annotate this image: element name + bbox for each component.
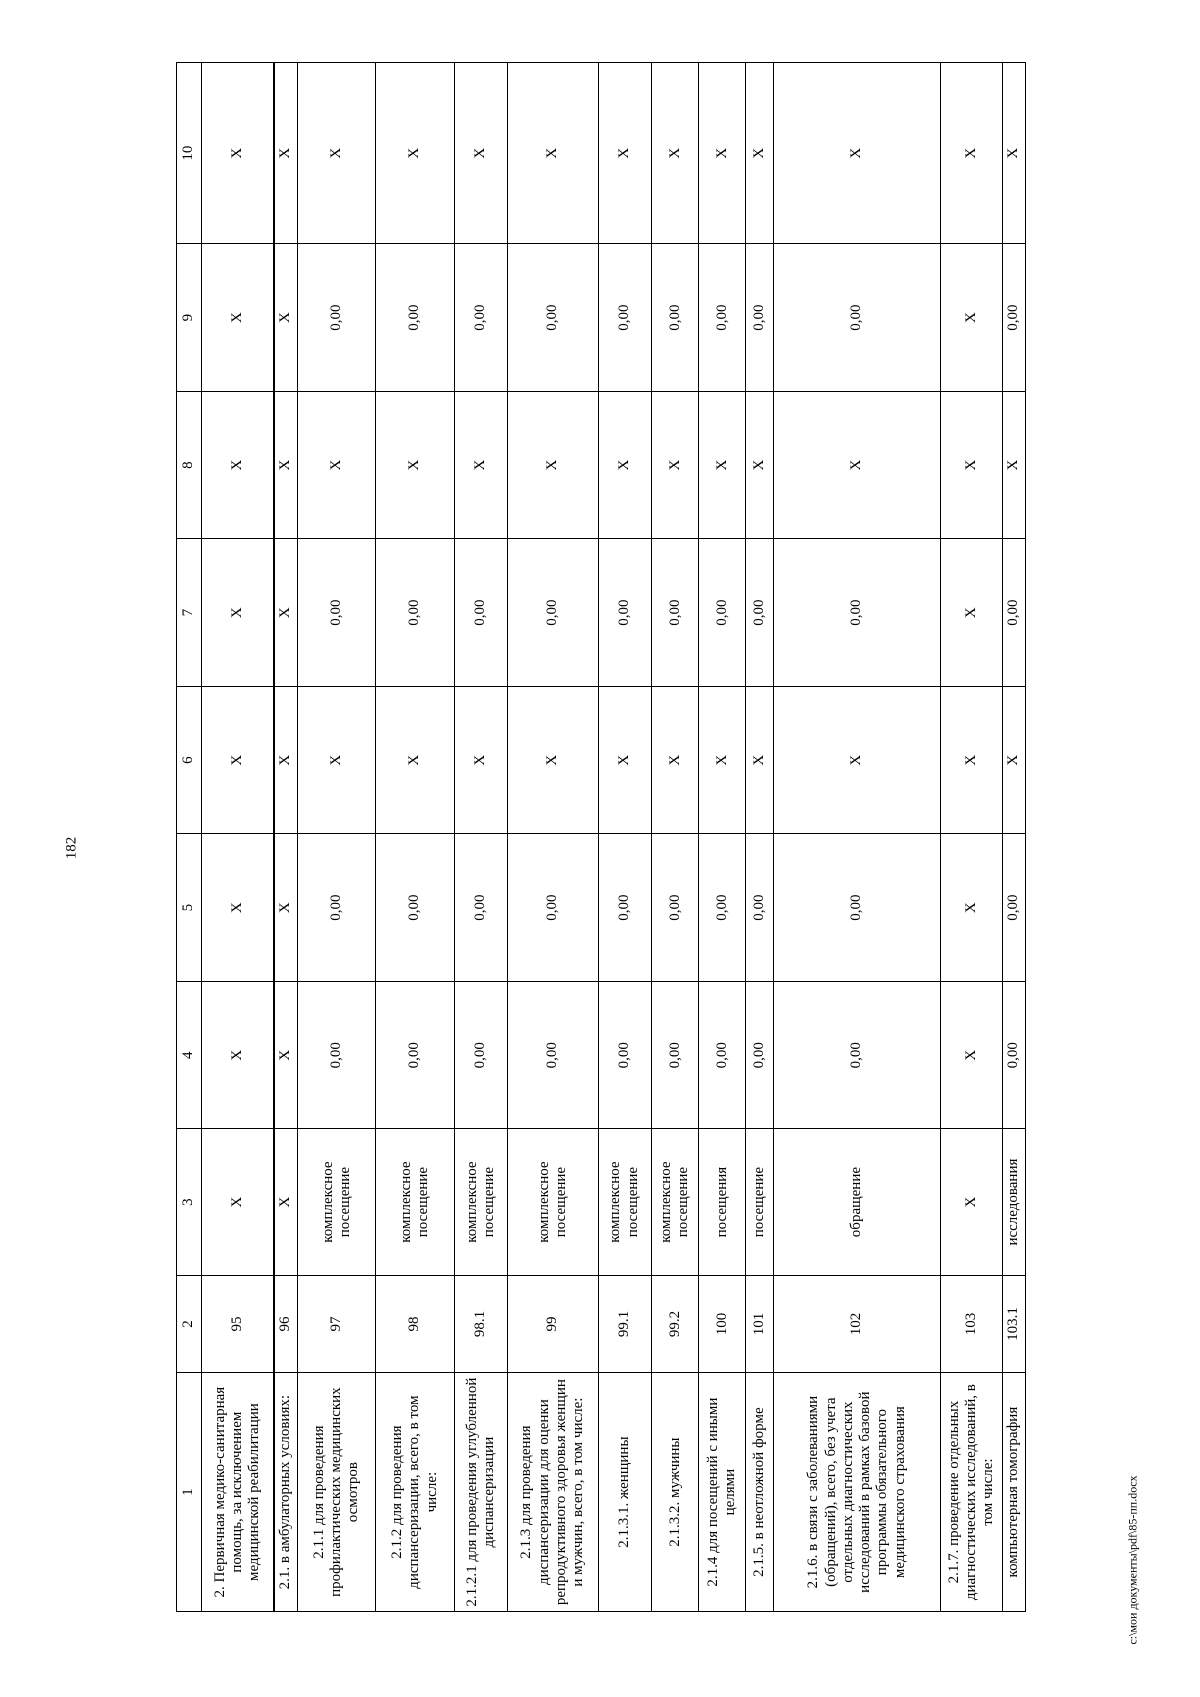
table-cell: 0,00: [774, 981, 941, 1129]
table-cell: X: [298, 63, 376, 244]
table-cell: 0,00: [454, 539, 507, 687]
table-cell: X: [940, 981, 1002, 1129]
table-cell: 95: [201, 1275, 274, 1373]
table-cell: 103: [940, 1275, 1002, 1373]
row-label-cell: 2.1.2.1 для проведения углубленной диспансеризации: [454, 1373, 507, 1612]
table-cell: X: [274, 539, 298, 687]
table-cell: X: [651, 391, 699, 539]
table-cell: X: [774, 391, 941, 539]
row-label-cell: 2.1.1 для проведения профилактических медицинских осмотров: [298, 1373, 376, 1612]
table-cell: 0,00: [745, 244, 773, 392]
table-row: [1002, 63, 1025, 1612]
table-cell: 0,00: [699, 539, 745, 687]
table-cell: 0,00: [454, 834, 507, 982]
table-row: [298, 63, 376, 1612]
table-body: [177, 63, 1026, 1612]
table-cell: X: [774, 686, 941, 834]
column-header: 8: [177, 391, 202, 539]
row-label-cell: 2.1.2 для проведения диспансеризации, всего, в том числе:: [376, 1373, 454, 1612]
column-header: 5: [177, 834, 202, 982]
table-cell: 0,00: [298, 244, 376, 392]
table-row: [507, 63, 598, 1612]
table-cell: 0,00: [454, 981, 507, 1129]
table-cell: X: [598, 391, 651, 539]
table-cell: X: [454, 686, 507, 834]
column-header: 2: [177, 1275, 202, 1373]
table-cell: 0,00: [699, 834, 745, 982]
table-cell: комплексное посещение: [507, 1129, 598, 1275]
table-row: [651, 63, 699, 1612]
table-cell: X: [1002, 391, 1025, 539]
table-cell: X: [699, 63, 745, 244]
table-cell: X: [454, 63, 507, 244]
table-row: [274, 63, 298, 1612]
table-cell: X: [940, 834, 1002, 982]
table-row: [598, 63, 651, 1612]
table-cell: 97: [298, 1275, 376, 1373]
table-row: [774, 63, 941, 1612]
table-cell: X: [745, 686, 773, 834]
table-cell: 103.1: [1002, 1275, 1025, 1373]
table-cell: X: [699, 391, 745, 539]
table-rotated-container: [176, 62, 1026, 1612]
row-label-cell: 2. Первичная медико-санитарная помощь, за исключением медицинской реабилитации: [201, 1373, 274, 1612]
table-cell: X: [940, 244, 1002, 392]
table-cell: X: [774, 63, 941, 244]
table-cell: X: [651, 686, 699, 834]
column-header: 6: [177, 686, 202, 834]
table-cell: 0,00: [774, 834, 941, 982]
column-header: 3: [177, 1129, 202, 1275]
column-header: 7: [177, 539, 202, 687]
table-cell: 0,00: [598, 244, 651, 392]
row-label-cell: компьютерная томография: [1002, 1373, 1025, 1612]
table-cell: X: [298, 391, 376, 539]
row-label-cell: 2.1.7. проведение отдельных диагностических исследований, в том числе:: [940, 1373, 1002, 1612]
footer-file-path: c:\мои документы\pdf\85-пп.docx: [1125, 1475, 1140, 1645]
table-cell: обращение: [774, 1129, 941, 1275]
table-cell: 0,00: [507, 834, 598, 982]
table-cell: 0,00: [298, 834, 376, 982]
table-cell: 0,00: [598, 539, 651, 687]
row-label-cell: 2.1.6. в связи с заболеваниями (обращений), всего, без учета отдельных диагностических исследований в рамках базовой программы обязательного медицинского страхования: [774, 1373, 941, 1612]
table-cell: X: [201, 834, 274, 982]
row-label-cell: 2.1.5. в неотложной форме: [745, 1373, 773, 1612]
table-cell: 0,00: [598, 834, 651, 982]
table-cell: X: [940, 686, 1002, 834]
table-cell: 0,00: [1002, 539, 1025, 687]
table-cell: 101: [745, 1275, 773, 1373]
table-cell: 0,00: [774, 539, 941, 687]
table-cell: X: [940, 391, 1002, 539]
table-cell: 0,00: [507, 244, 598, 392]
page-number: 182: [63, 836, 80, 860]
table-cell: X: [1002, 63, 1025, 244]
table-row: [940, 63, 1002, 1612]
table-cell: 99: [507, 1275, 598, 1373]
column-header: 10: [177, 63, 202, 244]
table-cell: 0,00: [774, 244, 941, 392]
table-cell: X: [274, 63, 298, 244]
table-cell: комплексное посещение: [454, 1129, 507, 1275]
table-cell: 98.1: [454, 1275, 507, 1373]
row-label-cell: 2.1.4 для посещений с иными целями: [699, 1373, 745, 1612]
table-row: [376, 63, 454, 1612]
table-cell: X: [699, 686, 745, 834]
table-cell: 0,00: [376, 244, 454, 392]
table-cell: 0,00: [1002, 981, 1025, 1129]
table-cell: X: [598, 63, 651, 244]
data-table: [176, 62, 1026, 1612]
table-cell: X: [507, 63, 598, 244]
table-cell: X: [274, 391, 298, 539]
table-cell: 0,00: [598, 981, 651, 1129]
table-cell: X: [940, 539, 1002, 687]
table-cell: 0,00: [454, 244, 507, 392]
table-cell: X: [201, 391, 274, 539]
table-cell: посещение: [745, 1129, 773, 1275]
table-cell: X: [201, 63, 274, 244]
table-cell: X: [201, 1129, 274, 1275]
row-label-cell: 2.1.3 для проведения диспансеризации для оценки репродуктивного здоровья женщин и мужчин, всего, в том числе:: [507, 1373, 598, 1612]
table-cell: X: [507, 391, 598, 539]
row-label-cell: 2.1.3.2. мужчины: [651, 1373, 699, 1612]
row-label-cell: 2.1. в амбулаторных условиях:: [274, 1373, 298, 1612]
table-cell: X: [940, 1129, 1002, 1275]
table-cell: X: [507, 686, 598, 834]
column-header: 9: [177, 244, 202, 392]
table-cell: X: [940, 63, 1002, 244]
table-cell: комплексное посещение: [376, 1129, 454, 1275]
table-cell: комплексное посещение: [298, 1129, 376, 1275]
table-cell: 0,00: [376, 981, 454, 1129]
table-cell: X: [274, 244, 298, 392]
table-cell: 0,00: [745, 981, 773, 1129]
table-cell: комплексное посещение: [598, 1129, 651, 1275]
table-cell: 0,00: [699, 981, 745, 1129]
table-row: [699, 63, 745, 1612]
table-cell: X: [274, 686, 298, 834]
table-row: [745, 63, 773, 1612]
table-row: [454, 63, 507, 1612]
table-cell: 100: [699, 1275, 745, 1373]
table-cell: X: [454, 391, 507, 539]
table-header-row: [177, 63, 202, 1612]
table-cell: 0,00: [699, 244, 745, 392]
table-cell: 102: [774, 1275, 941, 1373]
table-cell: 0,00: [1002, 244, 1025, 392]
column-header: 4: [177, 981, 202, 1129]
table-cell: X: [651, 63, 699, 244]
table-cell: 0,00: [651, 981, 699, 1129]
table-cell: X: [745, 391, 773, 539]
table-cell: X: [745, 63, 773, 244]
table-cell: 0,00: [745, 539, 773, 687]
table-cell: 0,00: [507, 539, 598, 687]
table-cell: 0,00: [376, 539, 454, 687]
table-cell: 0,00: [745, 834, 773, 982]
table-cell: 0,00: [651, 539, 699, 687]
table-cell: 0,00: [298, 539, 376, 687]
table-cell: X: [201, 686, 274, 834]
table-cell: 99.2: [651, 1275, 699, 1373]
table-cell: X: [1002, 686, 1025, 834]
table-cell: X: [298, 686, 376, 834]
table-cell: 0,00: [651, 834, 699, 982]
table-cell: исследования: [1002, 1129, 1025, 1275]
table-cell: X: [376, 63, 454, 244]
table-cell: 0,00: [507, 981, 598, 1129]
table-cell: X: [274, 981, 298, 1129]
table-cell: 0,00: [298, 981, 376, 1129]
table-cell: X: [201, 539, 274, 687]
table-row: [201, 63, 274, 1612]
table-cell: 0,00: [376, 834, 454, 982]
row-label-cell: 2.1.3.1. женщины: [598, 1373, 651, 1612]
table-cell: 0,00: [651, 244, 699, 392]
table-cell: X: [376, 686, 454, 834]
table-cell: X: [201, 981, 274, 1129]
table-cell: 0,00: [1002, 834, 1025, 982]
table-cell: комплексное посещение: [651, 1129, 699, 1275]
table-cell: посещения: [699, 1129, 745, 1275]
table-cell: 96: [274, 1275, 298, 1373]
table-cell: 98: [376, 1275, 454, 1373]
table-cell: X: [274, 834, 298, 982]
table-cell: X: [376, 391, 454, 539]
table-cell: X: [201, 244, 274, 392]
table-cell: X: [274, 1129, 298, 1275]
table-cell: X: [598, 686, 651, 834]
table-cell: 99.1: [598, 1275, 651, 1373]
column-header: 1: [177, 1373, 202, 1612]
